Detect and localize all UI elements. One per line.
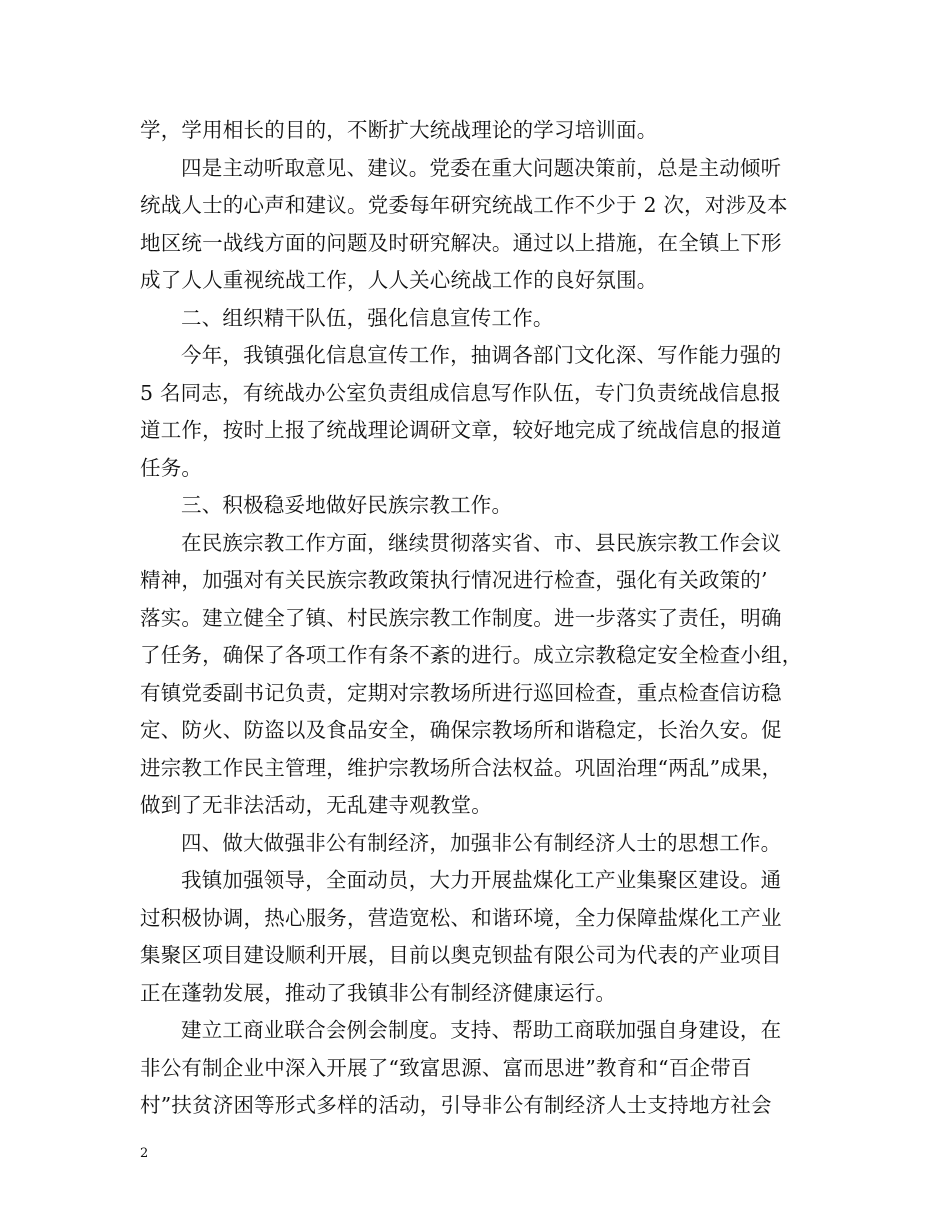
text-line: 在民族宗教工作方面，继续贯彻落实省、市、县民族宗教工作会议 <box>181 530 782 555</box>
text-line: 学，学用相长的目的，不断扩大统战理论的学习培训面。 <box>140 118 658 142</box>
page-number: 2 <box>140 1146 149 1161</box>
text-line: 5 名同志，有统战办公室负责组成信息写作队伍，专门负责统战信息报 <box>140 380 781 405</box>
text-line: 做到了无非法活动，无乱建寺观教堂。 <box>140 793 492 817</box>
text-line: 我镇加强领导，全面动员，大力开展盐煤化工产业集聚区建设。通 <box>181 868 782 892</box>
text-line: 了任务，确保了各项工作有条不紊的进行。成立宗教稳定安全检查小组， <box>140 643 803 667</box>
text-line: 今年，我镇强化信息宣传工作，抽调各部门文化深、写作能力强的 <box>181 343 782 367</box>
text-line: 三、积极稳妥地做好民族宗教工作。 <box>181 493 513 517</box>
text-line: 道工作，按时上报了统战理论调研文章，较好地完成了统战信息的报道 <box>140 418 782 442</box>
text-line: 二、组织精干队伍，强化信息宣传工作。 <box>181 305 554 330</box>
text-line: 过积极协调，热心服务，营造宽松、和谐环境，全力保障盐煤化工产业 <box>140 905 782 930</box>
text-line: 定、防火、防盗以及食品安全，确保宗教场所和谐稳定，长治久安。促 <box>140 718 782 742</box>
text-line: 任务。 <box>140 455 203 480</box>
text-line: 非公有制企业中深入开展了“致富思源、富而思进”教育和“百企带百 <box>140 1055 752 1080</box>
text-line: 村”扶贫济困等形式多样的活动，引导非公有制经济人士支持地方社会 <box>140 1093 772 1117</box>
text-line: 进宗教工作民主管理，维护宗教场所合法权益。巩固治理“两乱”成果， <box>140 755 783 780</box>
text-line: 精神，加强对有关民族宗教政策执行情况进行检查，强化有关政策的’ <box>140 568 768 592</box>
text-line: 成了人人重视统战工作，人人关心统战工作的良好氛围。 <box>140 268 658 292</box>
text-line: 统战人士的心声和建议。党委每年研究统战工作不少于 2 次，对涉及本 <box>140 193 788 217</box>
text-line: 集聚区项目建设顺利开展，目前以奥克钡盐有限公司为代表的产业项目 <box>140 943 782 967</box>
text-line: 四、做大做强非公有制经济，加强非公有制经济人士的思想工作。 <box>181 830 782 855</box>
text-line: 落实。建立健全了镇、村民族宗教工作制度。进一步落实了责任，明确 <box>140 605 782 630</box>
text-line: 地区统一战线方面的问题及时研究解决。通过以上措施，在全镇上下形 <box>140 230 782 255</box>
text-line: 有镇党委副书记负责，定期对宗教场所进行巡回检查，重点检查信访稳 <box>140 680 782 705</box>
text-line: 建立工商业联合会例会制度。支持、帮助工商联加强自身建设，在 <box>181 1018 782 1042</box>
text-line: 正在蓬勃发展，推动了我镇非公有制经济健康运行。 <box>140 980 617 1005</box>
text-line: 四是主动听取意见、建议。党委在重大问题决策前，总是主动倾听 <box>181 155 782 180</box>
document-body <box>140 112 820 1125</box>
